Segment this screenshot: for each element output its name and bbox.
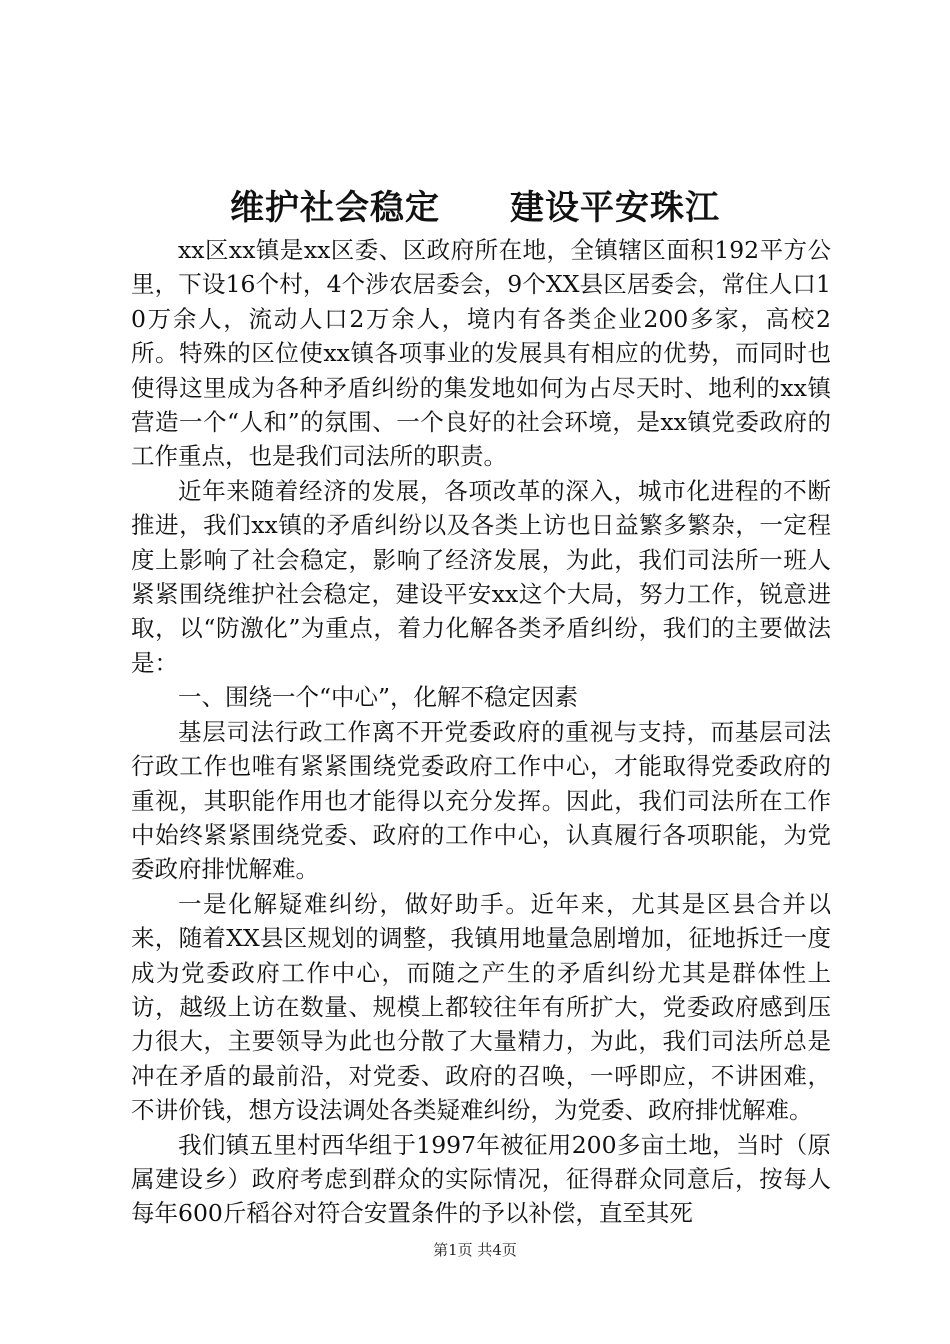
paragraph-case: 我们镇五里村西华组于1997年被征用200多亩土地，当时（原属建设乡）政府考虑到群众的实际情况，征得群众同意后，按每人每年600斤稻谷对符合安置条件的予以补偿，直至其死 [131,1130,831,1228]
paragraph-background: 近年来随着经济的发展，各项改革的深入，城市化进程的不断推进，我们xx镇的矛盾纠纷以及各类上访也日益繁多繁杂，一定程度上影响了社会稳定，影响了经济发展，为此，我们司法所一班人紧紧围绕维护社会稳定，建设平安xx这个大局，努力工作，锐意进取，以“防激化”为重点，着力化解各类矛盾纠纷，我们的主要做法是： [131,476,831,677]
document-body [131,233,831,1231]
page-number-footer: 第1页 共4页 [433,1241,517,1259]
paragraph-intro: xx区xx镇是xx区委、区政府所在地，全镇辖区面积192平方公里，下设16个村，4个涉农居委会，9个XX县区居委会，常住人口10万余人，流动人口2万余人，境内有各类企业200多家，高校2所。特殊的区位使xx镇各项事业的发展具有相应的优势，而同时也使得这里成为各种矛盾纠纷的集发地如何为占尽天时、地利的xx镇营造一个“人和”的氛围、一个良好的社会环境，是xx镇党委政府的工作重点，也是我们司法所的职责。 [131,236,831,471]
paragraph-section-1: 基层司法行政工作离不开党委政府的重视与支持，而基层司法行政工作也唯有紧紧围绕党委政府工作中心，才能取得党委政府的重视，其职能作用也才能得以充分发挥。因此，我们司法所在工作中始终紧紧围绕党委、政府的工作中心，认真履行各项职能，为党委政府排忧解难。 [131,717,831,884]
document-title: 维护社会稳定 建设平安珠江 [230,188,720,228]
paragraph-point-1: 一是化解疑难纠纷，做好助手。近年来，尤其是区县合并以来，随着XX县区规划的调整，我镇用地量急剧增加，征地拆迁一度成为党委政府工作中心，而随之产生的矛盾纠纷尤其是群体性上访，越级上访在数量、规模上都较往年有所扩大，党委政府感到压力很大，主要领导为此也分散了大量精力，为此，我们司法所总是冲在矛盾的最前沿，对党委、政府的召唤，一呼即应，不讲困难，不讲价钱，想方设法调处各类疑难纠纷，为党委、政府排忧解难。 [131,889,831,1125]
section-heading-1: 一、围绕一个“中心”，化解不稳定因素 [178,683,579,712]
